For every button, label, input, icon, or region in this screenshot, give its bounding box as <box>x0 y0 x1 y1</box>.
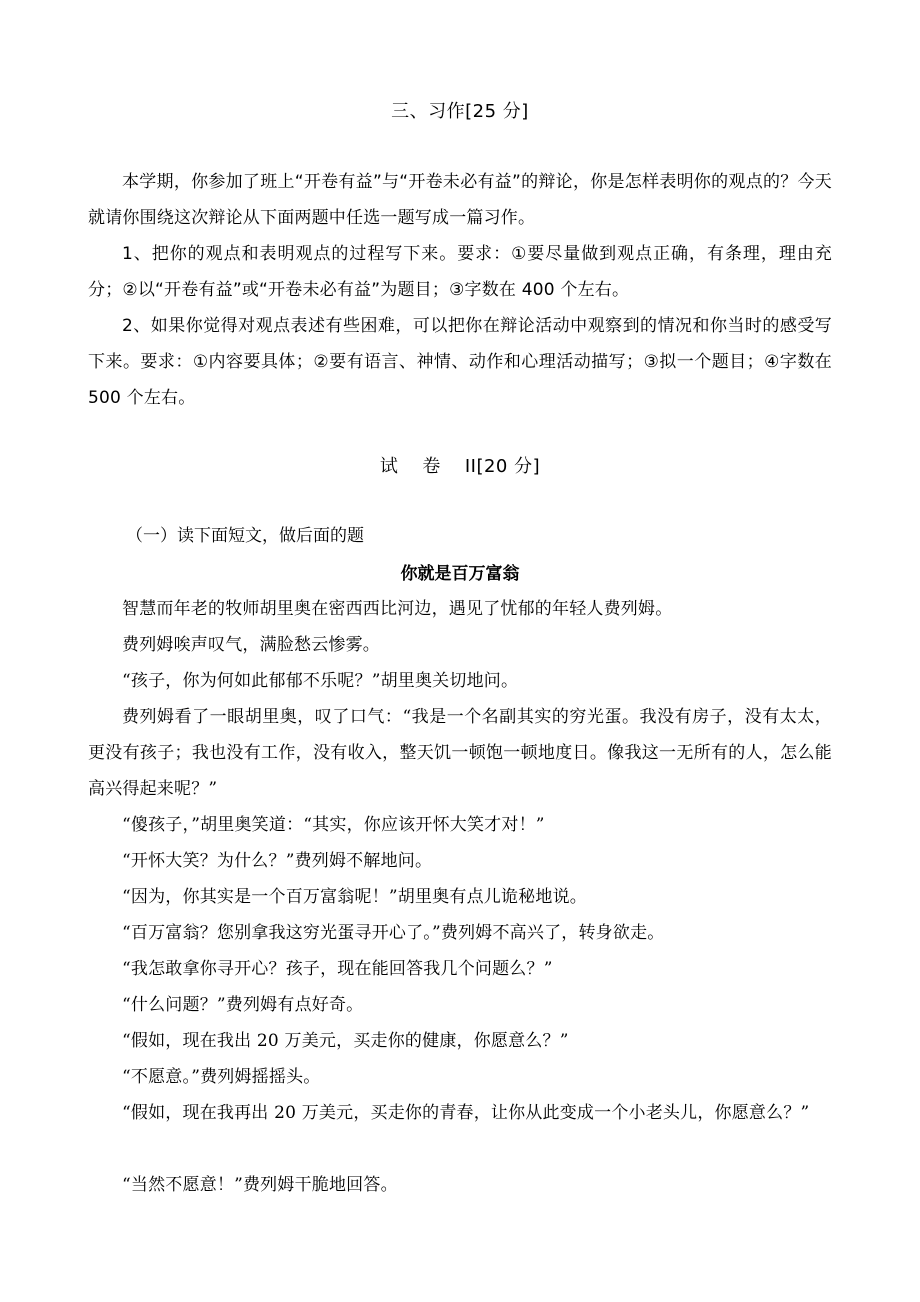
section-3-option-1: 1、把你的观点和表明观点的过程写下来。要求：①要尽量做到观点正确，有条理，理由充分；②以“开卷有益”或“开卷未必有益”为题目；③字数在 400 个左右。 <box>88 244 832 300</box>
passage-paragraph: “当然不愿意！”费列姆干脆地回答。 <box>122 1175 398 1195</box>
passage-paragraph: “孩子，你为何如此郁郁不乐呢？”胡里奥关切地问。 <box>122 671 519 691</box>
passage-paragraph: “开怀大笑？为什么？”费列姆不解地问。 <box>122 851 433 871</box>
paper-2-title-part-3: II[20 分] <box>464 456 541 477</box>
paper-2-title-part-1: 试 <box>379 456 399 477</box>
passage-paragraph: 费列姆看了一眼胡里奥，叹了口气：“我是一个名副其实的穷光蛋。我没有房子，没有太太，更没有孩子；我也没有工作，没有收入，整天饥一顿饱一顿地度日。像我这一无所有的人，怎么能高兴得起来呢？” <box>88 707 832 799</box>
passage-paragraph: “因为，你其实是一个百万富翁呢！”胡里奥有点儿诡秘地说。 <box>122 887 587 907</box>
section-3-option-2: 2、如果你觉得对观点表述有些困难，可以把你在辩论活动中观察到的情况和你当时的感受写下来。要求：①内容要具体；②要有语言、神情、动作和心理活动描写；③拟一个题目；④字数在 500 个左右。 <box>88 316 832 408</box>
passage-paragraph: “假如，现在我再出 20 万美元，买走你的青春，让你从此变成一个小老头儿，你愿意么？” <box>122 1103 810 1123</box>
section-3-title: 三、习作[25 分] <box>391 101 529 122</box>
passage-paragraph: “假如，现在我出 20 万美元，买走你的健康，你愿意么？” <box>122 1031 569 1051</box>
passage-paragraph: 智慧而年老的牧师胡里奥在密西西比河边，遇见了忧郁的年轻人费列姆。 <box>122 599 673 619</box>
paper-2-title <box>0 455 920 479</box>
reading-question-label: （一）读下面短文，做后面的题 <box>126 526 364 546</box>
paper-2-title-part-2: 卷 <box>422 456 441 477</box>
section-3-intro: 本学期，你参加了班上“开卷有益”与“开卷未必有益”的辩论，你是怎样表明你的观点的？今天就请你围绕这次辩论从下面两题中任选一题写成一篇习作。 <box>88 172 832 228</box>
passage-paragraph: “百万富翁？您别拿我这穷光蛋寻开心了。”费列姆不高兴了，转身欲走。 <box>122 923 665 943</box>
passage-paragraph: “什么问题？”费列姆有点好奇。 <box>122 995 364 1015</box>
passage-paragraph: “我怎敢拿你寻开心？孩子，现在能回答我几个问题么？” <box>122 959 553 979</box>
passage-paragraph: “傻孩子，”胡里奥笑道：“其实，你应该开怀大笑才对！” <box>122 815 545 835</box>
passage-paragraph: 费列姆唉声叹气，满脸愁云惨雾。 <box>122 635 380 655</box>
passage-title: 你就是百万富翁 <box>400 564 520 584</box>
passage-paragraph: “不愿意。”费列姆摇摇头。 <box>122 1067 321 1087</box>
